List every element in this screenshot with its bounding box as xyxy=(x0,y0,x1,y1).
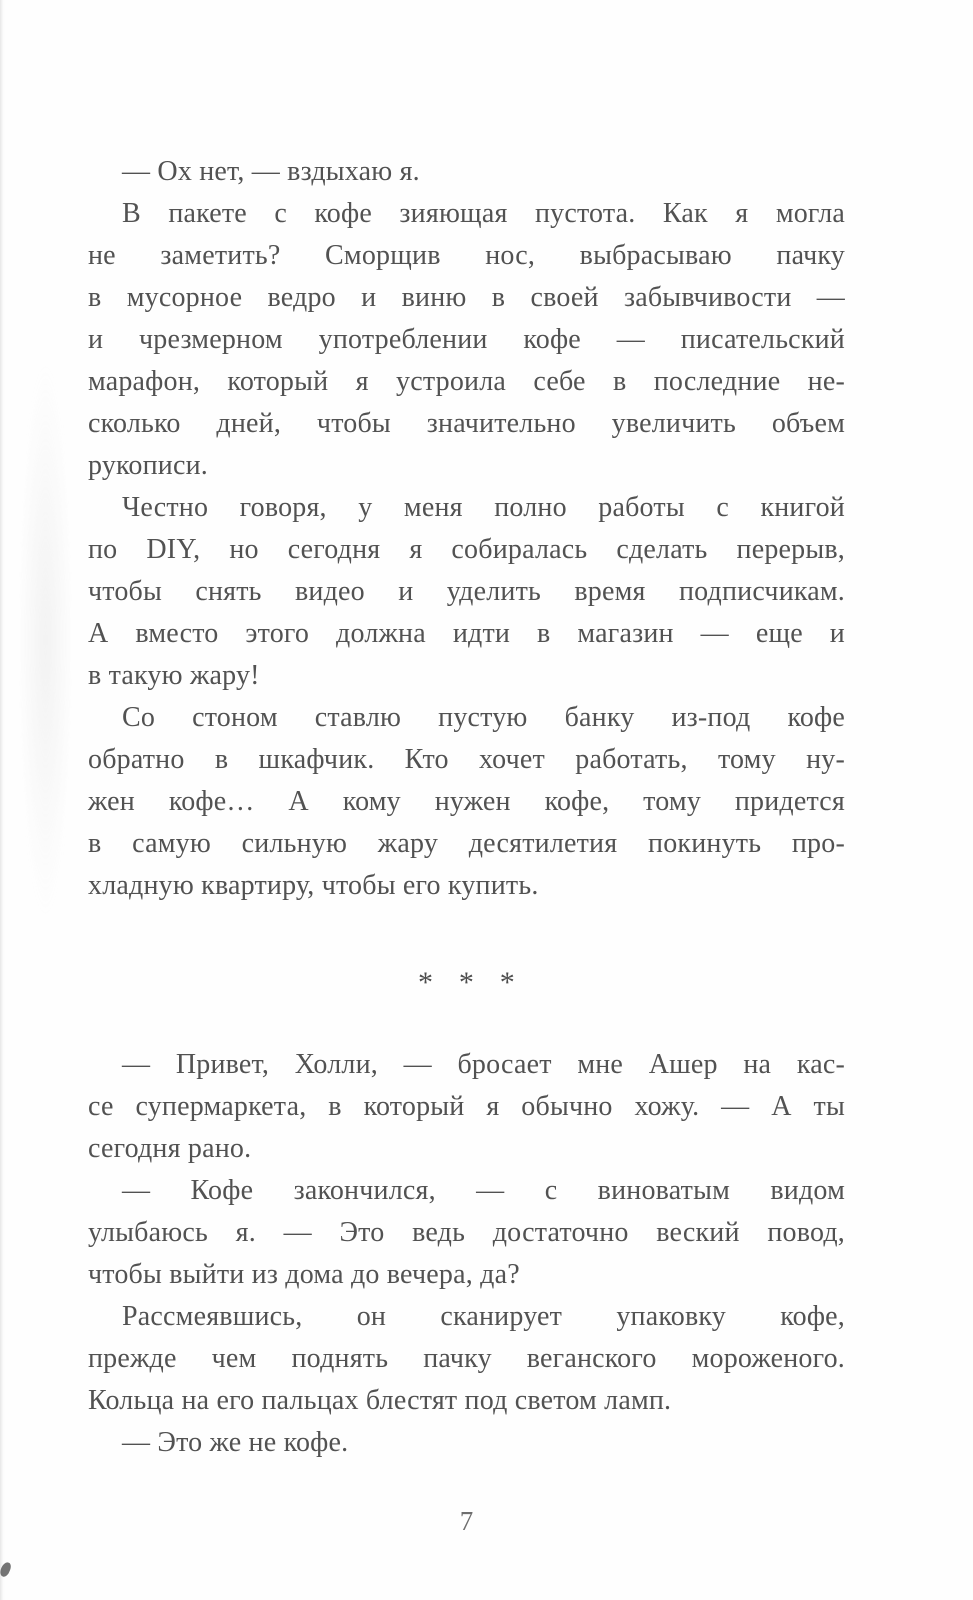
scan-edge-artifact xyxy=(0,0,5,1600)
text-line: Кольца на его пальцах блестят под светом ламп. xyxy=(88,1385,672,1416)
text-line: чтобы снять видео и уделить время подписчикам. xyxy=(88,576,845,607)
paragraph xyxy=(88,1170,845,1296)
paragraph xyxy=(88,1422,845,1464)
scan-speck-artifact xyxy=(0,1561,12,1578)
page-text xyxy=(88,151,845,1464)
scan-bleedthrough-artifact xyxy=(18,360,73,920)
text-line: улыбаюсь я. — Это ведь достаточно веский повод, xyxy=(88,1217,845,1248)
paragraph xyxy=(88,1296,845,1422)
text-line: не заметить? Сморщив нос, выбрасываю пачку xyxy=(88,240,845,271)
text-line: рукописи. xyxy=(88,450,208,481)
paragraph xyxy=(88,151,845,193)
text-line: А вместо этого должна идти в магазин — еще и xyxy=(88,618,845,649)
text-line: В пакете с кофе зияющая пустота. Как я могла xyxy=(122,198,845,229)
text-line: Честно говоря, у меня полно работы с книгой xyxy=(122,492,845,523)
text-line: в самую сильную жару десятилетия покинуть про- xyxy=(88,828,845,859)
text-line: — Это же не кофе. xyxy=(122,1427,349,1458)
text-line: Со стоном ставлю пустую банку из-под кофе xyxy=(122,702,845,733)
text-line: хладную квартиру, чтобы его купить. xyxy=(88,870,539,901)
paragraph xyxy=(88,487,845,697)
text-line: в такую жару! xyxy=(88,660,260,691)
text-line: жен кофе… А кому нужен кофе, тому придется xyxy=(88,786,845,817)
text-line: се супермаркета, в который я обычно хожу. — А ты xyxy=(88,1091,845,1122)
section-separator: * * * xyxy=(418,966,515,999)
text-line: Рассмеявшись, он сканирует упаковку кофе, xyxy=(122,1301,845,1332)
text-line: по DIY, но сегодня я собиралась сделать перерыв, xyxy=(88,534,845,565)
text-line: марафон, который я устроила себе в последние не- xyxy=(88,366,845,397)
text-line: в мусорное ведро и виню в своей забывчивости — xyxy=(88,282,845,313)
page-number: 7 xyxy=(459,1506,474,1536)
text-line: обратно в шкафчик. Кто хочет работать, тому ну- xyxy=(88,744,845,775)
text-line: — Привет, Холли, — бросает мне Ашер на кас- xyxy=(122,1049,845,1080)
text-line: чтобы выйти из дома до вечера, да? xyxy=(88,1259,520,1290)
text-line: сколько дней, чтобы значительно увеличить объем xyxy=(88,408,845,439)
text-line: — Кофе закончился, — с виноватым видом xyxy=(122,1175,845,1206)
paragraph xyxy=(88,697,845,907)
text-line: — Ох нет, — вздыхаю я. xyxy=(122,156,420,187)
text-line: прежде чем поднять пачку веганского мороженого. xyxy=(88,1343,845,1374)
text-line: и чрезмерном употреблении кофе — писательский xyxy=(88,324,845,355)
paragraph xyxy=(88,193,845,487)
paragraph xyxy=(88,1044,845,1170)
text-line: сегодня рано. xyxy=(88,1133,252,1164)
